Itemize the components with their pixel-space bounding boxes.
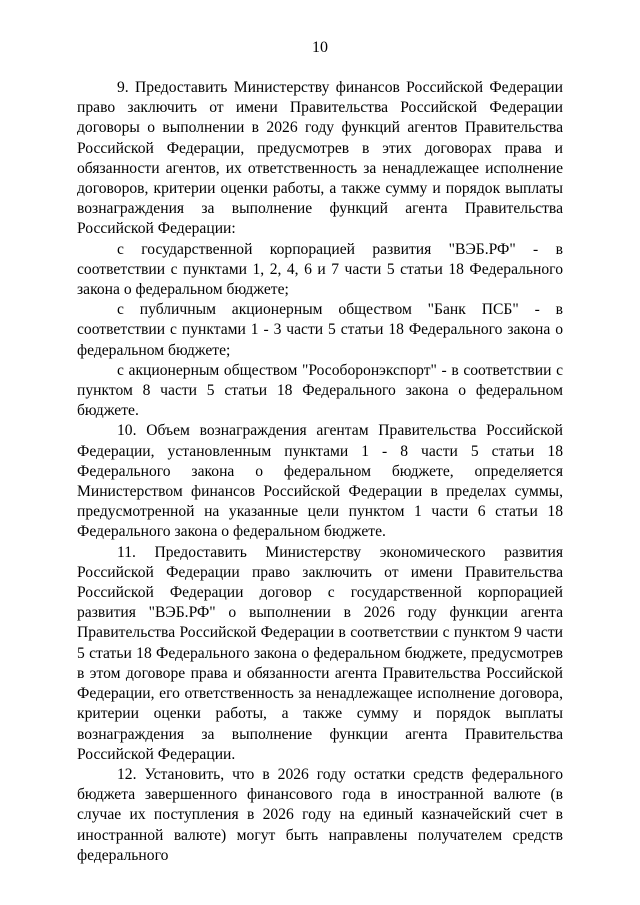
- paragraph-9-item-psb: с публичным акционерным обществом "Банк ПСБ" - в соответствии с пунктами 1 - 3 части 5 статьи 18 Федерального закона о федеральном бюджете;: [77, 301, 563, 359]
- page-number: 10: [312, 39, 328, 56]
- paragraph-9: 9. Предоставить Министерству финансов Российской Федерации право заключить от имени Правительства Российской Федерации договоры о выполнении в 2026 году функций агентов Правительства Российской Федерации, предусмотрев в этих договорах права и обязанности агентов, их ответственность за ненадлежащее исполнение договоров, критерии оценки работы, а также сумму и порядок выплаты вознаграждения за выполнение функций агента Правительства Российской Федерации:: [77, 79, 563, 238]
- paragraph-11: 11. Предоставить Министерству экономического развития Российской Федерации право заключить от имени Правительства Российской Федерации договор с государственной корпорацией развития "ВЭБ.РФ" о выполнении в 2026 году функции агента Правительства Российской Федерации в соответствии с пунктом 9 части 5 статьи 18 Федерального закона о федеральном бюджете, предусмотрев в этом договоре права и обязанности агента Правительства Российской Федерации, его ответственность за ненадлежащее исполнение договора, критерии оценки работы, а также сумму и порядок выплаты вознаграждения за выполнение функции агента Правительства Российской Федерации.: [77, 543, 563, 763]
- paragraph-10: 10. Объем вознаграждения агентам Правительства Российской Федерации, установленным пунктами 1 - 8 части 5 статьи 18 Федерального закона о федеральном бюджете, определяется Министерством финансов Российской Федерации в пределах суммы, предусмотренной на указанные цели пунктом 1 части 6 статьи 18 Федерального закона о федеральном бюджете.: [77, 422, 563, 541]
- paragraph-12: 12. Установить, что в 2026 году остатки средств федерального бюджета завершенного финансового года в иностранной валюте (в случае их поступления в 2026 году на единый казначейский счет в иностранной валюте) могут быть направлены получателем средств федерального: [77, 765, 563, 864]
- document-body: [77, 78, 563, 866]
- paragraph-9-item-rosoboronexport: с акционерным обществом "Рособоронэкспорт" - в соответствии с пунктом 8 части 5 статьи 18 Федерального закона о федеральном бюджете.: [77, 361, 563, 420]
- paragraph-9-item-veb: с государственной корпорацией развития "ВЭБ.РФ" - в соответствии с пунктами 1, 2, 4, 6 и 7 части 5 статьи 18 Федерального закона о федеральном бюджете;: [77, 240, 563, 299]
